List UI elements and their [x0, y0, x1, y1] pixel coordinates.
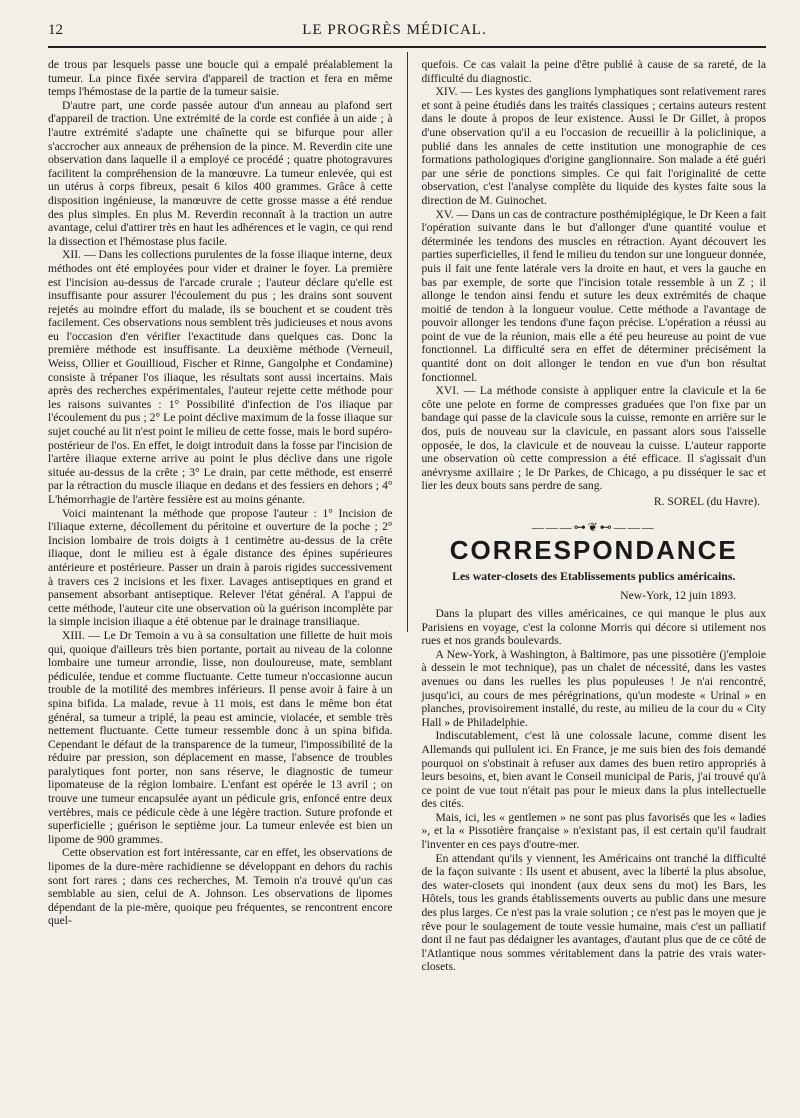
- left-column: [48, 58, 393, 1118]
- paragraph: D'autre part, une corde passée autour d'un anneau au plafond sert d'appareil de traction. Une extrémité de la corde est confiée à un aide ; à l'autre extrémité s'adapte une chaînette qui se bifurque pour aller s'accrocher aux anneaux de préhension de la pince. M. Reverdin cite une observation dans laquelle il a employé ce procédé ; quatre photogravures facilitent la compréhension de la manœuvre. La tumeur enlevée, qui est un utérus à corps fibreux, pesait 6 kilos 400 grammes. Grâce à cette disposition ingénieuse, la manœuvre de cette grosse masse a été rendue des plus simples. En plus M. Reverdin reconnaît à la traction un autre avantage, celui d'attirer très en haut les adhérences et le vagin, ce qui rend la dissection et l'hémostase plus facile.: [48, 98, 393, 248]
- article-dateline: New-York, 12 juin 1893.: [620, 589, 737, 603]
- paragraph: XIV. — Les kystes des ganglions lymphatiques sont relativement rares et sont à peine étudiés dans les traités classiques ; certains auteurs restent dans le doute à propos de leur existence. Aussi le Dr Gillet, à propos d'une observation qu'il a eu l'occasion de recueillir à la policlinique, a publié dans les annales de cette institution une monographie de ces formations pathologiques d'origine ganglionnaire. Son malade a été guéri par une série de ponctions simples. Ce qui fait l'originalité de cette observation, c'est l'analyse complète du liquide des kystes faite sous la direction de M. Guinochet.: [421, 85, 767, 207]
- journal-title: LE PROGRÈS MÉDICAL.: [302, 22, 487, 38]
- paragraph: Voici maintenant la méthode que propose l'auteur : 1° Incision de l'iliaque externe, décollement du péritoine et ouverture de la poche ; 2° Incision lombaire de trois doigts à 1 centimètre au-dessus de la crête iliaque, dont le milieu est à égale distance des épines supérieures antérieure et postérieure. Passer un drain à parois rigides successivement à travers ces 2 incisions et les fixer. Lavages antiseptiques en grand et pansement absorbant antiseptique. Relever l'état général. A l'appui de cette méthode, l'auteur cite une observation où la guérison incomplète par la simple incision iliaque a été obtenue par le drainage transiliaque.: [48, 506, 393, 629]
- page-header: [48, 22, 766, 42]
- column-divider: [407, 52, 408, 632]
- article-subheading: Les water-closets des Etablissements publics américains.: [452, 568, 736, 583]
- section-title: CORRESPONDANCE: [449, 535, 738, 566]
- paragraph: Mais, ici, les « gentlemen » ne sont pas plus favorisés que les « ladies », et la « Pissotière française » n'existant pas, il est certain qu'il faudrait l'inventer en ces pays d'outre-mer.: [421, 810, 767, 852]
- paragraph: XV. — Dans un cas de contracture posthémiplégique, le Dr Keen a fait l'opération suivante dans le but d'allonger d'une quantité voulue et déterminée les tendons des muscles en rétraction. Ayant découvert les parties superficielles, il fend le milieu du tendon sur une longueur donnée, puis il fait une fente latérale vers la droite en haut, et vers la gauche en bas par exemple, de sorte que l'incision totale ressemble à un Z ; il allonge le tendon ainsi fendu et suture les deux extrémités de chaque moitié de tendon à la longueur voulue. Cette méthode a l'avantage de pouvoir allonger les tendons d'une façon précise. L'opération a réussi au point de vue de la réunion, mais elle a été peu heureuse au point de vue fonctionnel. La difficulté sera en effet de déterminer précisément la quantité dont on doit allonger le tendon en vue d'un bon résultat fonctionnel.: [421, 207, 767, 384]
- ornament-divider: ———⊶❦⊷———: [531, 519, 656, 534]
- author-signature: R. SOREL (du Havre).: [653, 495, 761, 508]
- right-column: [421, 58, 766, 1118]
- paragraph: quefois. Ce cas valait la peine d'être publié à cause de sa rareté, de la difficulté du diagnostic.: [421, 58, 767, 85]
- header-rule: [48, 46, 766, 48]
- paragraph: En attendant qu'ils y viennent, les Américains ont tranché la difficulté de la façon suivante : Ils usent et abusent, avec la liberté la plus absolue, des water-closets qui inondent (aux deux sens du mot) les Bars, les Hôtels, tous les grands établissements ouverts au public dans une mesure des plus larges. Ce n'est pas la vraie solution ; ce n'est pas le moyen que je rêve pour le soulagement de toute vessie humaine, mais c'est un palliatif dont il ne faut pas dédaigner les avantages, d'autant plus que de ce côté de l'Atlantique nous sommes véritablement dans la patrie des vrais water-closets.: [421, 851, 767, 974]
- paragraph: XII. — Dans les collections purulentes de la fosse iliaque interne, deux méthodes ont été employées pour vider et drainer le foyer. La première est l'incision au-dessus de l'arcade crurale ; l'auteur déclare qu'elle est insuffisante pour assurer l'écoulement du pus ; les drains sont souvent rejetés au moindre effort du malade, ils se bouchent et se coudent très facilement. Ces observations nous semblent très judicieuses et nous avons eu l'occasion d'en vérifier l'exactitude dans quelques cas. Donc la première méthode est insuffisante. La deuxième méthode (Verneuil, Weiss, Ollier et Gouillioud, Fischer et Rinne, Gangolphe et Condamine) consiste à trépaner l'os iliaque, les résultats sont aussi incertains. Mais après des recherches expérimentales, l'auteur rejette cette méthode pour les raisons suivantes : 1° Possibilité d'infection de l'os iliaque par l'écoulement du pus ; 2° Le point déclive maximum de la fosse iliaque sur sujet couché au lit n'est point le milieu de cette fosse, mais le bord supéro-postérieur de l'os. En effet, le doigt introduit dans la fosse par l'incision de l'artère iliaque externe arrive au point le plus déclive dans une rigole située au-dessus de la crête ; 3° Le drain, par cette méthode, est enserré par la rétraction du muscle iliaque en dedans et des fessiers en dehors ; 4° L'hémorrhagie de l'artère fessière est au moins génante.: [48, 248, 393, 506]
- page-number: 12: [48, 22, 63, 38]
- paragraph: XVI. — La méthode consiste à appliquer entre la clavicule et la 6e côte une pelote en forme de compresses graduées que l'on fixe par un bandage qui passe de la clavicule sous la cuisse, remonte en arrière sur le dos, puis de nouveau sur la clavicule, en passant alors sous l'aisselle opposée, le dos, la clavicule et de nouveau la cuisse. L'auteur rapporte une observation où cette compression a été efficace. Il s'agissait d'un anévrysme axillaire ; le Dr Parkes, de Chicago, a pu disséquer le sac et lier les deux bouts sans perdre de sang.: [421, 384, 767, 493]
- paragraph: Cette observation est fort intéressante, car en effet, les observations de lipomes de la dure-mère rachidienne se développant en dehors du rachis sont fort rares ; dans ces recherches, M. Temoin n'a trouvé qu'un cas semblable au sien, celui de A. Johnson. Les observations de lipomes dépendant de la pie-mère, quoique peu fréquentes, se rencontrent encore quel-: [48, 846, 393, 928]
- two-column-body: [48, 58, 766, 1118]
- paragraph: Indiscutablement, c'est là une colossale lacune, comme disent les Allemands qui pullulent ici. En France, je me suis bien des fois demandé pourquoi on s'obstinait à refuser aux dames des buen retiro appropriés à leurs besoins, et, bien avant le Conseil municipal de Paris, j'ai trouvé qu'à ce point de vue tout n'était pas pour le mieux dans la plus intellectuelle des cités.: [421, 729, 767, 811]
- paragraph: A New-York, à Washington, à Baltimore, pas une pissotière (j'emploie à dessein le mot technique), pas un chalet de nécessité, dans les vastes avenues ou dans les ruelles les plus populeuses ! Je n'ai rencontré, jusqu'ici, au cours de mes pérégrinations, qu'un modeste « Urinal » en planches, provisoirement installé, du reste, au milieu de la cour du « City Hall » de Philadelphie.: [421, 647, 767, 729]
- paragraph: XIII. — Le Dr Temoin a vu à sa consultation une fillette de huit mois qui, quoique d'ailleurs très bien portante, portait au niveau de la colonne lombaire une tumeur arrondie, lisse, non douloureuse, mate, semblant pédiculée, tendue et comme fluctuante. Cette tumeur n'occasionne aucun trouble de la motilité des membres inférieurs. Il pense avoir à faire à un spina bifida. La malade, revue à 11 mois, est dans le même bon état général, sa tumeur a triplé, la peau est amincie, violacée, et semble très nettement fluctuante. Cette tumeur ressemble donc à un spina bifida. Cependant le défaut de la transparence de la tumeur, l'impossibilité de la réduire par pression, son déplacement en masse, l'absence de troubles paralytiques font porter, non sans réserve, le diagnostic de tumeur lipomateuse de la région lombaire. L'enfant est opérée le 13 avril ; on trouve une tumeur encapsulée ayant un pédicule gris, enfoncé entre deux vertèbres, mais ce pédicule cède à une légère traction. Suture profonde et superficielle ; guérison le septième jour. La tumeur enlevée est bien un lipome de 900 grammes.: [48, 628, 393, 846]
- paragraph: Dans la plupart des villes américaines, ce qui manque le plus aux Parisiens en voyage, c'est la colonne Morris qui décore si utilement nos rues et nos grands boulevards.: [421, 606, 767, 648]
- paragraph: de trous par lesquels passe une boucle qui a empalé préalablement la tumeur. La pince fixée servira d'appareil de traction et fera en même temps l'hémostase de la partie de la tumeur saisie.: [48, 58, 393, 99]
